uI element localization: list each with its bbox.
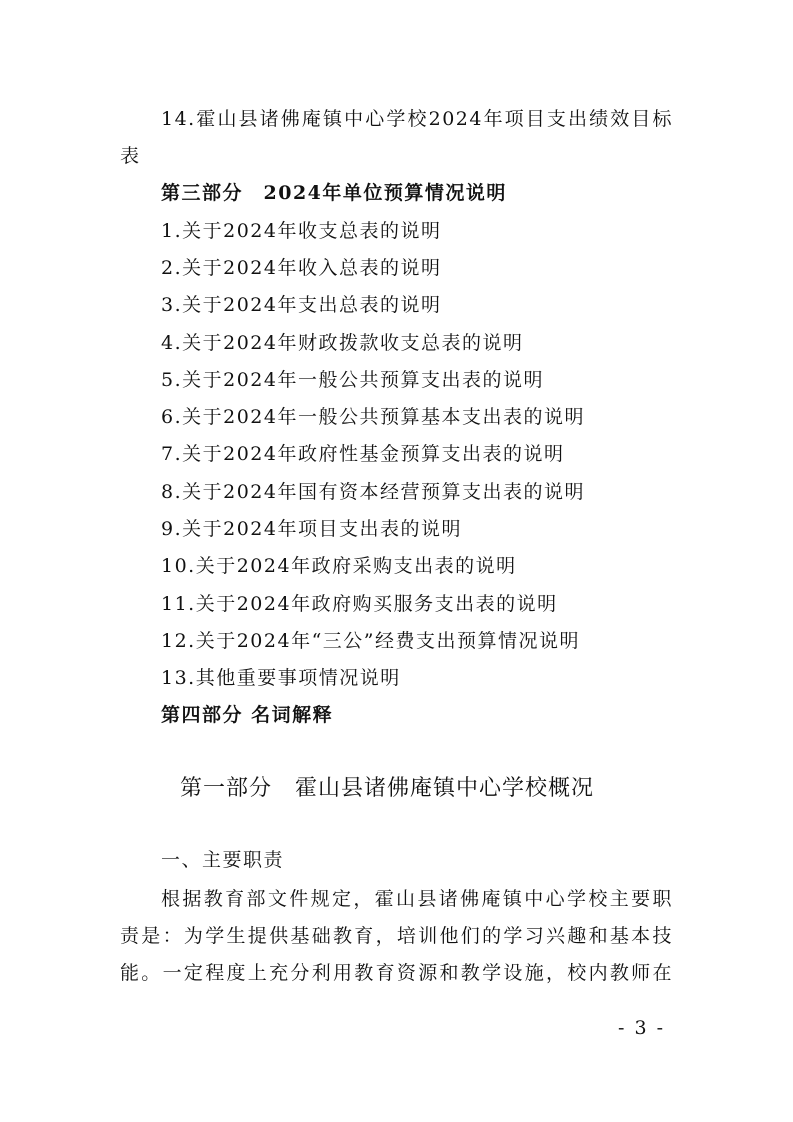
toc-item-3: 3.关于2024年支出总表的说明	[161, 294, 442, 316]
toc-item-1: 1.关于2024年收支总表的说明	[161, 220, 442, 242]
page-number: - 3 -	[618, 1017, 666, 1039]
toc-item-6: 6.关于2024年一般公共预算基本支出表的说明	[161, 406, 585, 428]
toc-item-11: 11.关于2024年政府购买服务支出表的说明	[161, 593, 558, 615]
toc-item-2: 2.关于2024年收入总表的说明	[161, 257, 442, 279]
part4-heading: 第四部分 名词解释	[161, 704, 334, 726]
toc-item-10: 10.关于2024年政府采购支出表的说明	[161, 555, 517, 577]
section-heading: 一、主要职责	[161, 849, 285, 871]
toc-item-8: 8.关于2024年国有资本经营预算支出表的说明	[161, 481, 585, 503]
toc-item-4: 4.关于2024年财政拨款收支总表的说明	[161, 332, 524, 354]
toc-item-12: 12.关于2024年“三公”经费支出预算情况说明	[161, 630, 580, 652]
toc-item-7: 7.关于2024年政府性基金预算支出表的说明	[161, 443, 565, 465]
toc-item-14-line1: 14.霍山县诸佛庵镇中心学校2024年项目支出绩效目标	[161, 108, 673, 130]
chapter-title: 第一部分 霍山县诸佛庵镇中心学校概况	[180, 776, 595, 801]
toc-item-13: 13.其他重要事项情况说明	[161, 667, 401, 689]
toc-item-9: 9.关于2024年项目支出表的说明	[161, 518, 462, 540]
body-paragraph-line1: 根据教育部文件规定，霍山县诸佛庵镇中心学校主要职	[161, 888, 673, 910]
body-paragraph-line3: 能。一定程度上充分利用教育资源和教学设施，校内教师在	[120, 962, 673, 984]
toc-item-14-line2: 表	[120, 145, 141, 167]
toc-item-5: 5.关于2024年一般公共预算支出表的说明	[161, 369, 544, 391]
body-paragraph-line2: 责是：为学生提供基础教育，培训他们的学习兴趣和基本技	[120, 925, 673, 947]
part3-heading: 第三部分 2024年单位预算情况说明	[161, 182, 507, 204]
